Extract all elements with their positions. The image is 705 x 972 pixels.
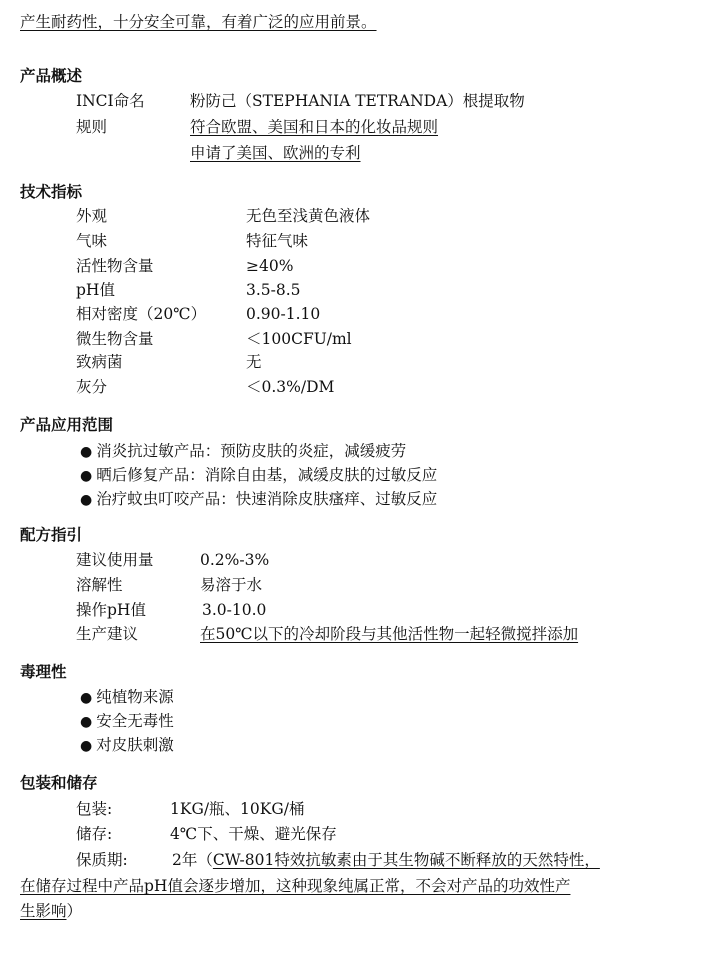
intro-text: 产生耐药性，十分安全可靠，有着广泛的应用前景。 bbox=[20, 13, 377, 31]
bullet-icon: ● bbox=[80, 444, 93, 460]
pack-label: 包装: bbox=[76, 800, 113, 818]
formulation-label: 操作pH值 bbox=[76, 601, 146, 619]
overview-heading: 产品概述 bbox=[20, 66, 83, 85]
spec-label: 灰分 bbox=[76, 378, 108, 396]
specs-heading: 技术指标 bbox=[20, 182, 83, 201]
shelf-line-2: 在储存过程中产品pH值会逐步增加，这种现象纯属正常，不会对产品的功效性产 bbox=[20, 877, 571, 895]
store-label: 储存: bbox=[76, 825, 113, 843]
toxicity-text: 纯植物来源 bbox=[96, 688, 174, 706]
formulation-value: 在50℃以下的冷却阶段与其他活性物一起轻微搅拌添加 bbox=[200, 625, 579, 643]
spec-value: 0.90-1.10 bbox=[246, 305, 321, 323]
formulation-value: 易溶于水 bbox=[200, 576, 263, 594]
formulation-label: 溶解性 bbox=[76, 576, 123, 594]
spec-value: ≥40% bbox=[246, 257, 294, 275]
shelf-label: 保质期: bbox=[76, 851, 128, 869]
list-item bbox=[80, 465, 437, 486]
toxicity-text: 对皮肤刺激 bbox=[96, 736, 174, 754]
spec-label: 致病菌 bbox=[76, 353, 123, 371]
rules-line-2: 申请了美国、欧洲的专利 bbox=[190, 144, 361, 162]
list-item bbox=[80, 489, 437, 510]
rules-label: 规则 bbox=[76, 118, 108, 136]
shelf-end bbox=[20, 901, 82, 921]
shelf-line-1: CW-801特效抗敏素由于其生物碱不断释放的天然特性， bbox=[212, 851, 600, 869]
shelf-prefix: 2年（ bbox=[172, 851, 213, 869]
shelf-close: ） bbox=[66, 902, 83, 920]
spec-value: ＜100CFU/ml bbox=[246, 330, 352, 348]
spec-value: 无 bbox=[246, 353, 262, 371]
formulation-label: 建议使用量 bbox=[76, 551, 154, 569]
bullet-icon: ● bbox=[80, 690, 93, 706]
toxicity-heading: 毒理性 bbox=[20, 662, 67, 681]
list-item bbox=[80, 441, 406, 462]
store-value: 4℃下、干燥、避光保存 bbox=[170, 825, 337, 843]
shelf-value bbox=[172, 850, 600, 870]
bullet-icon: ● bbox=[80, 492, 93, 508]
spec-label: 外观 bbox=[76, 207, 108, 225]
spec-value: ＜0.3%/DM bbox=[246, 378, 335, 396]
spec-label: 活性物含量 bbox=[76, 257, 154, 275]
list-item bbox=[80, 711, 174, 732]
rules-line-1: 符合欧盟、美国和日本的化妆品规则 bbox=[190, 118, 439, 136]
inci-label: INCI命名 bbox=[76, 92, 145, 110]
pack-value: 1KG/瓶、10KG/桶 bbox=[170, 800, 305, 818]
list-item bbox=[80, 687, 174, 708]
spec-label: 微生物含量 bbox=[76, 330, 154, 348]
formulation-value: 3.0-10.0 bbox=[202, 601, 267, 619]
application-text: 晒后修复产品：消除自由基，减缓皮肤的过敏反应 bbox=[96, 466, 438, 484]
formulation-value: 0.2%-3% bbox=[200, 551, 270, 569]
spec-value: 无色至浅黄色液体 bbox=[246, 207, 371, 225]
applications-heading: 产品应用范围 bbox=[20, 415, 114, 434]
spec-label: pH值 bbox=[76, 281, 115, 299]
inci-value: 粉防己（STEPHANIA TETRANDA）根提取物 bbox=[190, 92, 525, 110]
packaging-heading: 包装和储存 bbox=[20, 773, 98, 792]
bullet-icon: ● bbox=[80, 468, 93, 484]
formulation-label: 生产建议 bbox=[76, 625, 139, 643]
bullet-icon: ● bbox=[80, 738, 93, 754]
spec-value: 特征气味 bbox=[246, 232, 309, 250]
toxicity-text: 安全无毒性 bbox=[96, 712, 174, 730]
formulation-heading: 配方指引 bbox=[20, 525, 83, 544]
list-item bbox=[80, 735, 174, 756]
application-text: 治疗蚊虫叮咬产品：快速消除皮肤瘙痒、过敏反应 bbox=[96, 490, 438, 508]
spec-label: 相对密度（20℃） bbox=[76, 305, 207, 323]
application-text: 消炎抗过敏产品：预防皮肤的炎症，减缓疲劳 bbox=[96, 442, 407, 460]
spec-label: 气味 bbox=[76, 232, 108, 250]
bullet-icon: ● bbox=[80, 714, 93, 730]
shelf-line-3: 生影响 bbox=[20, 902, 67, 920]
spec-value: 3.5-8.5 bbox=[246, 281, 301, 299]
